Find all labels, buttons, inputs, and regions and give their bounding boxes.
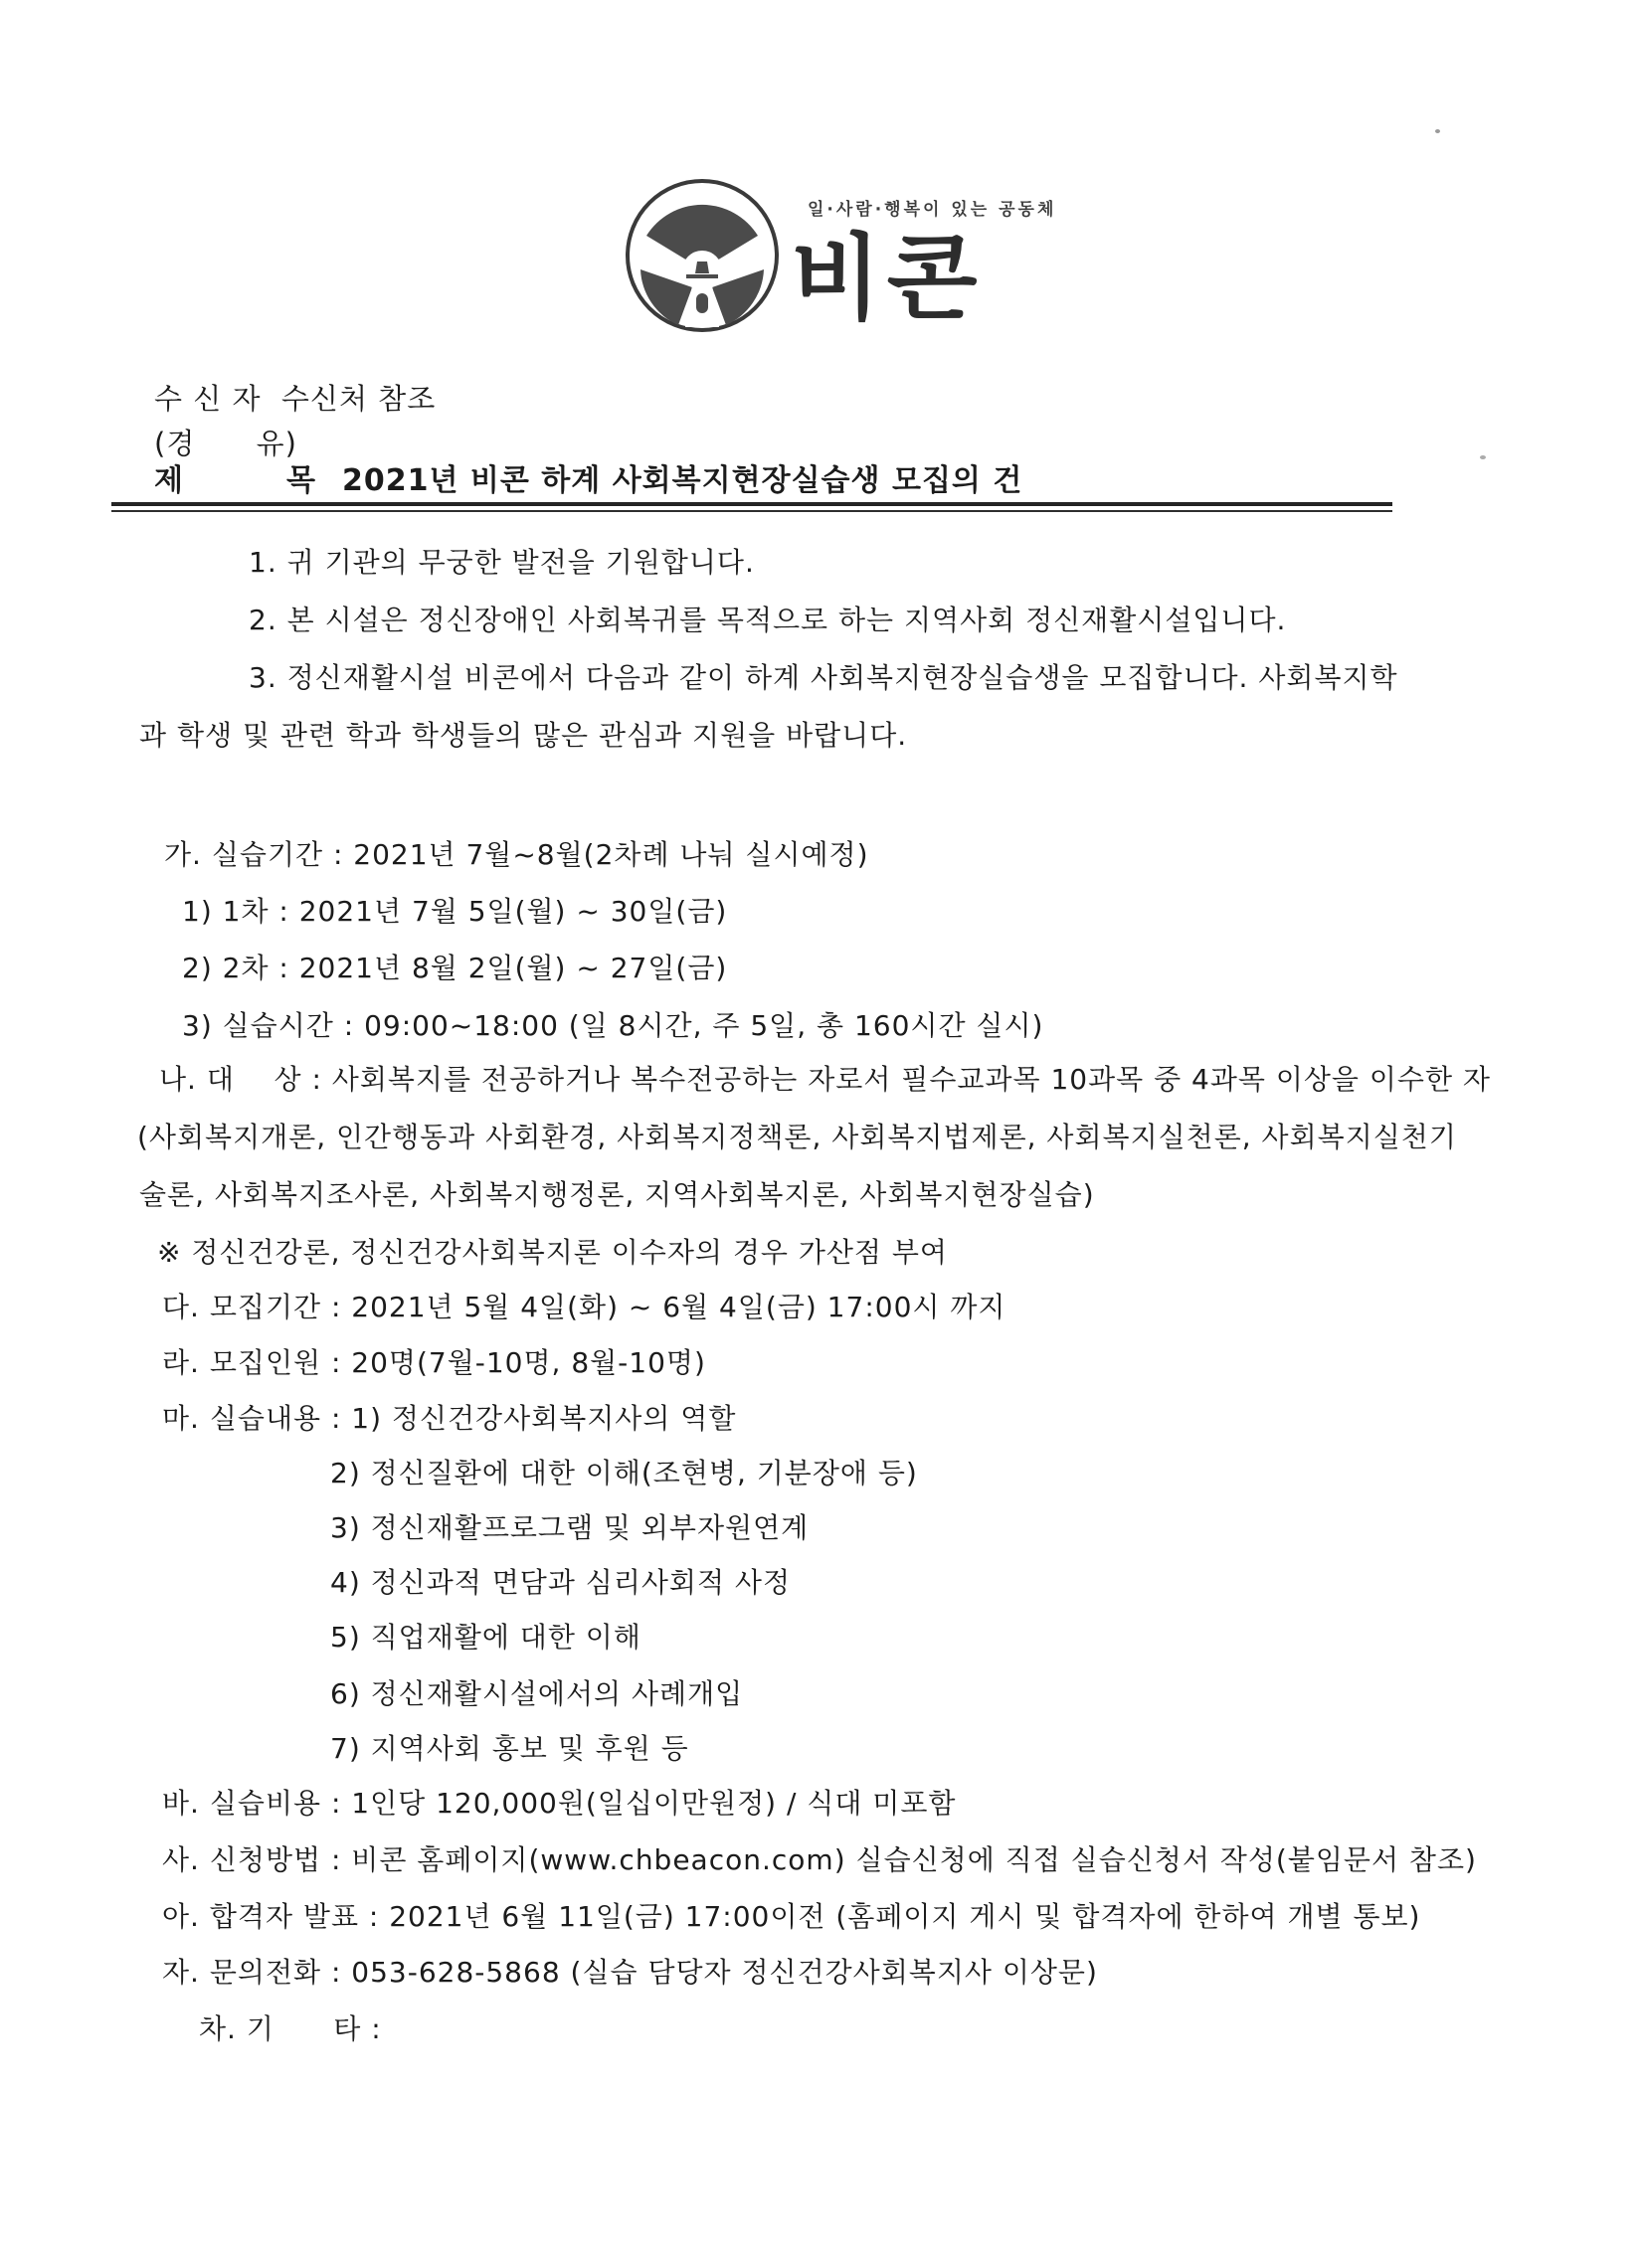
subject-underline xyxy=(111,502,1392,512)
item-contact-phone: 자. 문의전화 : 053-628-5868 (실습 담당자 정신건강사회복지사 이상문) xyxy=(162,1956,1098,1989)
item-courses-line-1: (사회복지개론, 인간행동과 사회환경, 사회복지정책론, 사회복지법제론, 사회복지실천론, 사회복지실천기 xyxy=(137,1121,1457,1153)
item-content-5: 5) 직업재활에 대한 이해 xyxy=(330,1621,641,1654)
subject-text: 2021년 비콘 하계 사회복지현장실습생 모집의 건 xyxy=(341,463,1023,498)
item-content-4: 4) 정신과적 면담과 심리사회적 사정 xyxy=(330,1566,792,1599)
item-recruit-count: 라. 모집인원 : 20명(7월-10명, 8월-10명) xyxy=(162,1346,706,1379)
item-content-6: 6) 정신재활시설에서의 사례개입 xyxy=(330,1677,744,1710)
item-result-announcement: 아. 합격자 발표 : 2021년 6월 11일(금) 17:00이전 (홈페이지 게시 및 합격자에 한하여 개별 통보) xyxy=(162,1900,1421,1933)
item-round-1: 1) 1차 : 2021년 7월 5일(월) ~ 30일(금) xyxy=(182,895,728,928)
logo-wordmark: 비콘 xyxy=(791,225,984,333)
item-courses-line-2: 술론, 사회복지조사론, 사회복지행정론, 지역사회복지론, 사회복지현장실습) xyxy=(139,1178,1095,1211)
logo-tagline: 일·사람·행복이 있는 공동체 xyxy=(808,200,1057,220)
item-bonus-note: ※ 정신건강론, 정신건강사회복지론 이수자의 경우 가산점 부여 xyxy=(157,1236,948,1269)
via-line: (경 유) xyxy=(154,427,297,460)
body-paragraph-3: 3. 정신재활시설 비콘에서 다음과 같이 하계 사회복지현장실습생을 모집합니다. 사회복지학 xyxy=(249,661,1398,694)
scan-speck xyxy=(1435,129,1440,133)
lighthouse-logo-icon xyxy=(623,173,782,338)
item-round-2: 2) 2차 : 2021년 8월 2일(월) ~ 27일(금) xyxy=(182,952,728,984)
item-practice-period: 가. 실습기간 : 2021년 7월~8월(2차례 나눠 실시예정) xyxy=(164,838,869,871)
recipient-line: 수 신 자 수신처 참조 xyxy=(154,382,437,416)
subject-line xyxy=(154,463,1022,499)
subject-label: 제 목 xyxy=(154,463,316,498)
item-practice-fee: 바. 실습비용 : 1인당 120,000원(일십이만원정) / 식대 미포함 xyxy=(162,1787,957,1820)
item-target: 나. 대 상 : 사회복지를 전공하거나 복수전공하는 자로서 필수교과목 10과목 중 4과목 이상을 이수한 자 xyxy=(159,1063,1491,1096)
scan-speck xyxy=(1480,455,1486,459)
item-practice-hours: 3) 실습시간 : 09:00~18:00 (일 8시간, 주 5일, 총 160시간 실시) xyxy=(182,1009,1044,1042)
body-paragraph-3-continuation: 과 학생 및 관련 학과 학생들의 많은 관심과 지원을 바랍니다. xyxy=(139,719,908,752)
body-paragraph-2: 2. 본 시설은 정신장애인 사회복귀를 목적으로 하는 지역사회 정신재활시설입니다. xyxy=(249,604,1287,636)
item-content-2: 2) 정신질환에 대한 이해(조현병, 기분장애 등) xyxy=(330,1457,918,1489)
item-recruit-period: 다. 모집기간 : 2021년 5월 4일(화) ~ 6월 4일(금) 17:00시 까지 xyxy=(162,1291,1006,1323)
item-apply-method: 사. 신청방법 : 비콘 홈페이지(www.chbeacon.com) 실습신청에 직접 실습신청서 작성(붙임문서 참조) xyxy=(162,1843,1477,1876)
body-paragraph-1: 1. 귀 기관의 무궁한 발전을 기원합니다. xyxy=(249,546,755,579)
item-content-3: 3) 정신재활프로그램 및 외부자원연계 xyxy=(330,1511,810,1544)
item-content-7: 7) 지역사회 홍보 및 후원 등 xyxy=(330,1732,689,1765)
item-etc: 차. 기 타 : xyxy=(199,2012,382,2045)
item-practice-content: 마. 실습내용 : 1) 정신건강사회복지사의 역할 xyxy=(162,1402,737,1435)
